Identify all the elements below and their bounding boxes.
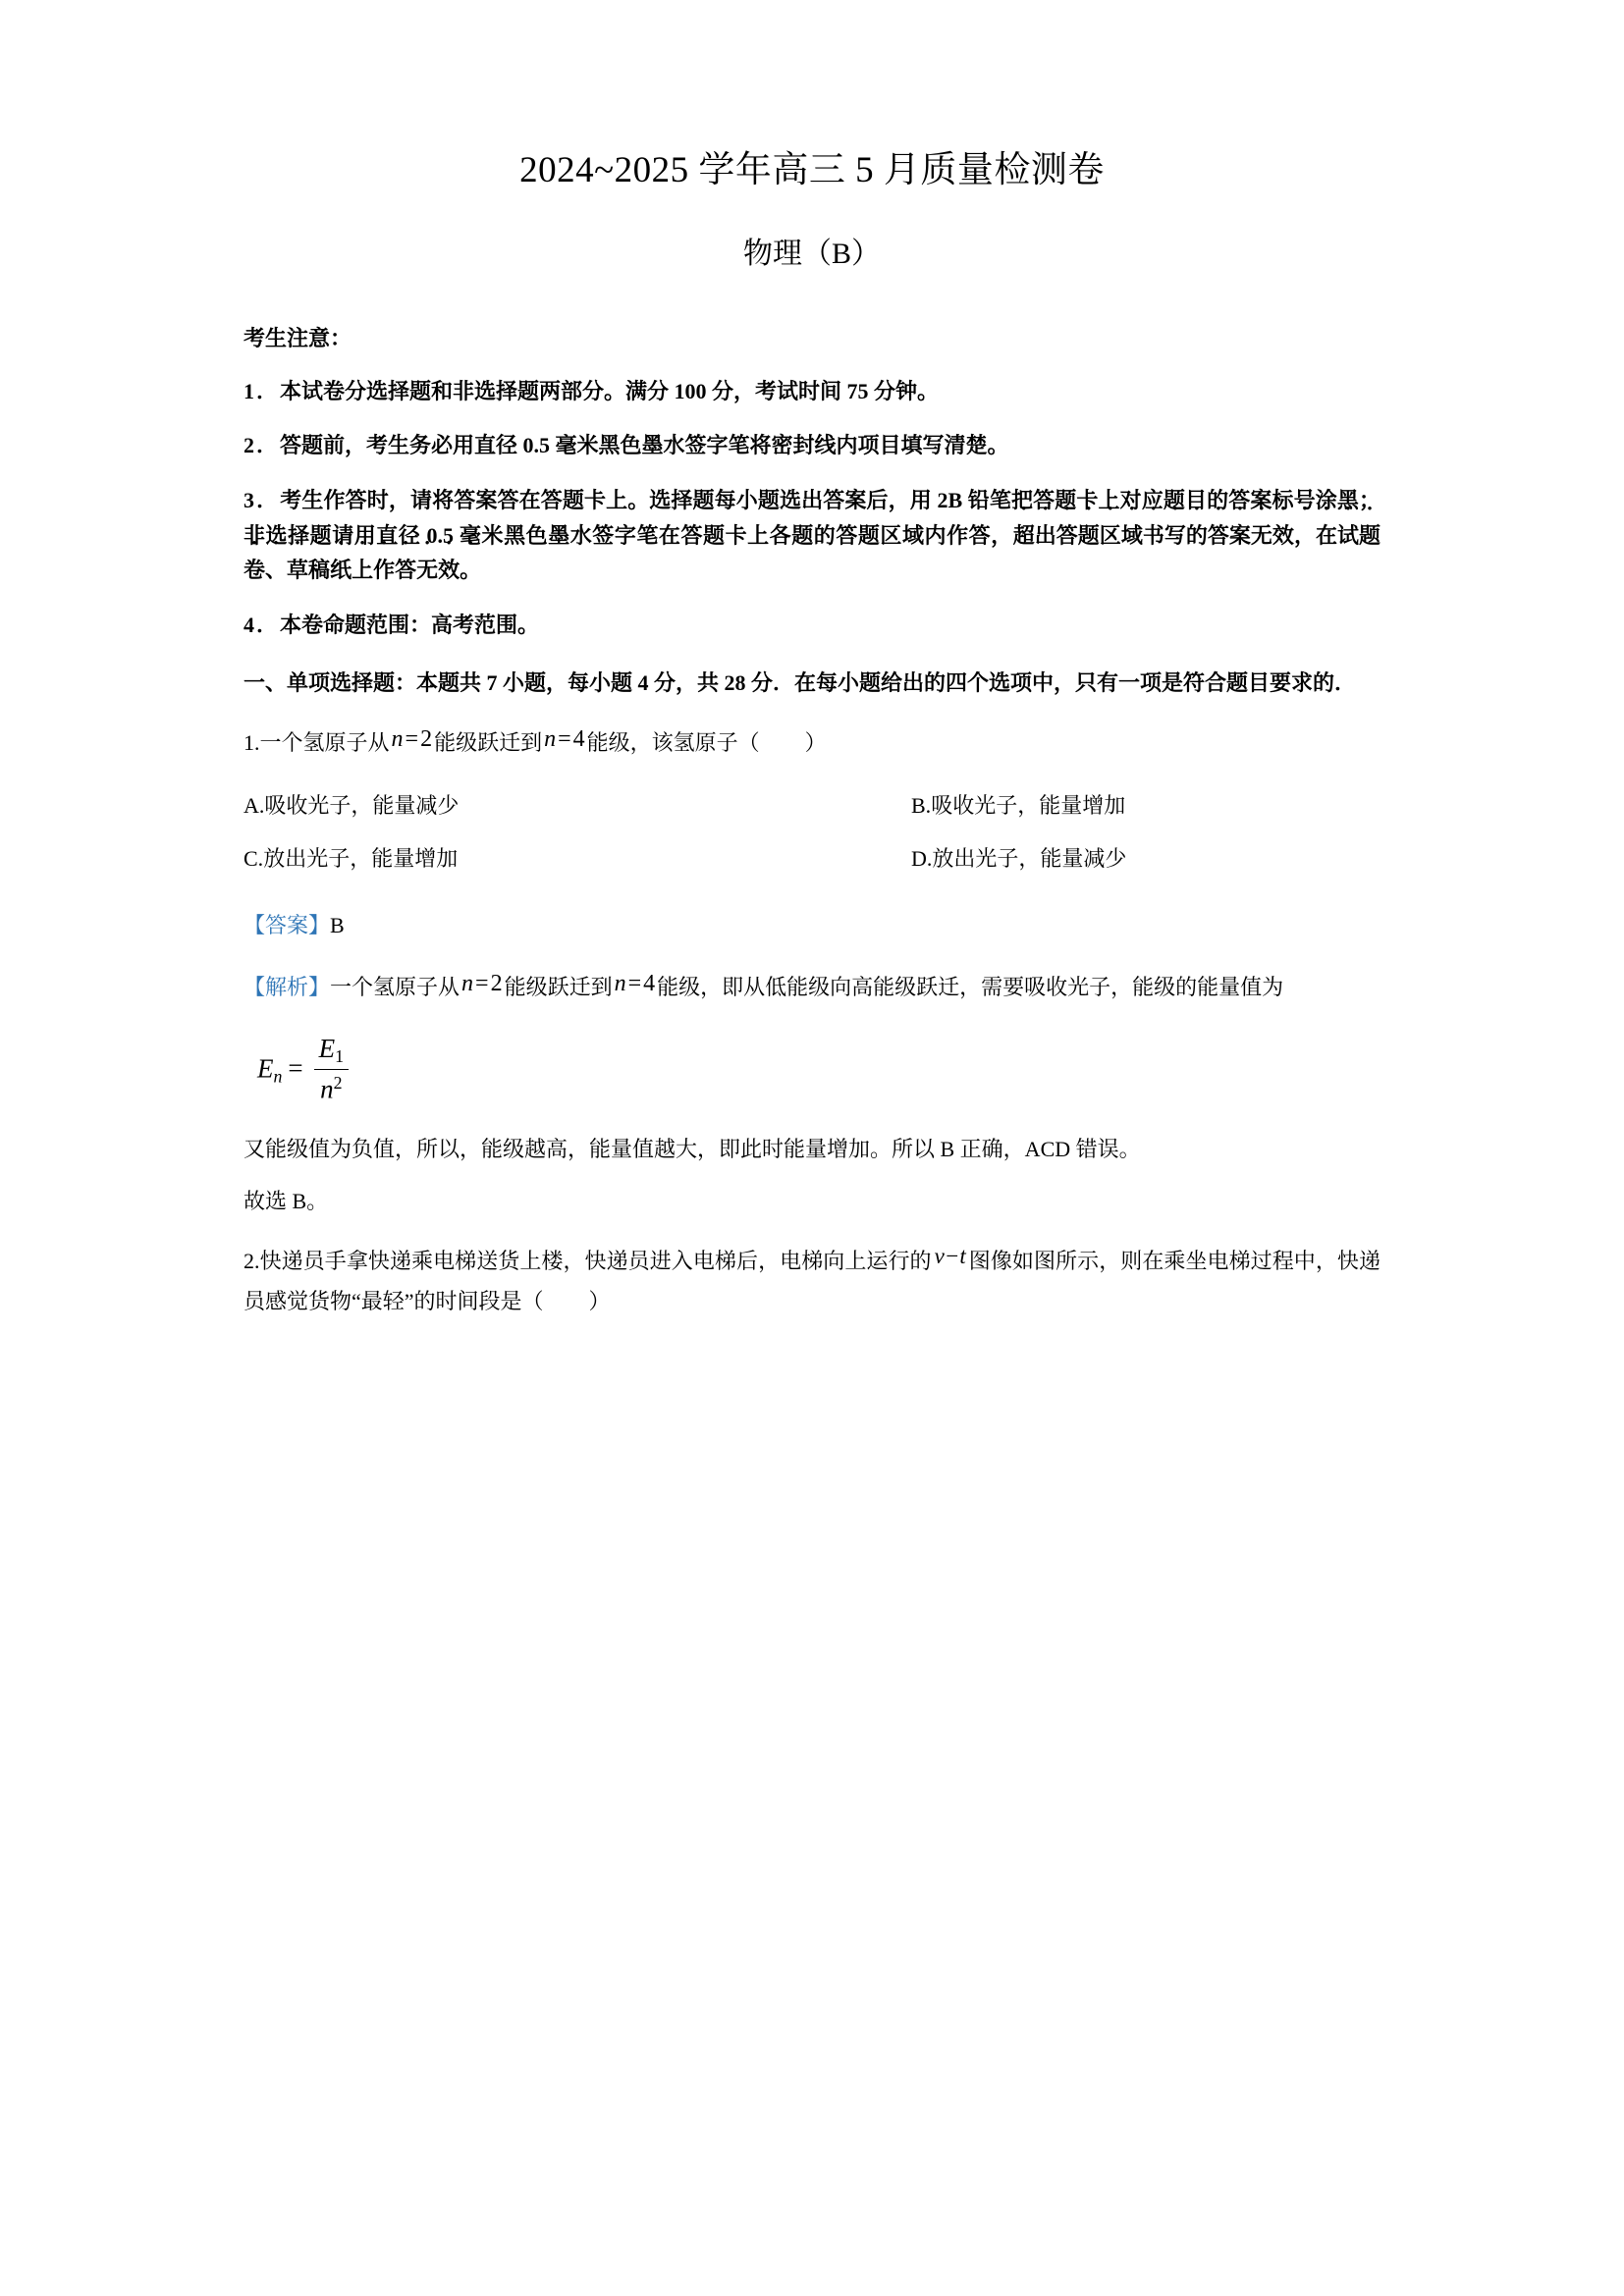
question-2-stem	[244, 1220, 1380, 1320]
answer-tag: 【答案】	[244, 913, 331, 938]
question-1-analysis-math-n2: n=2	[461, 971, 503, 997]
question-1-analysis	[244, 944, 1380, 1010]
question-1-analysis-math-n4: n=4	[614, 971, 656, 997]
notice-item-1	[244, 354, 1380, 409]
notice-item-4-text: 本卷命题范围：高考范围。	[280, 612, 540, 637]
question-1-math-n2: n=2	[391, 726, 433, 753]
question-2-stem-part3: ）	[588, 1289, 611, 1314]
question-1-option-b-label: B.	[911, 793, 932, 819]
page-title: 2024~2025 学年高三 5 月质量检测卷	[519, 150, 1105, 190]
formula-equals: =	[288, 1053, 303, 1084]
question-1-options	[244, 765, 1380, 880]
question-1-option-c-text: 放出光子，能量增加	[263, 846, 459, 872]
question-1-formula-energy-level	[244, 1010, 1380, 1116]
formula-lhs-var: E	[257, 1053, 274, 1084]
notice-item-2	[244, 408, 1380, 463]
question-1-option-c-label: C.	[244, 846, 264, 872]
analysis-tag: 【解析】	[244, 975, 331, 1000]
question-2-math-vt: v−t	[934, 1244, 966, 1269]
question-1-stem	[244, 701, 1380, 765]
notice-item-2-number: 2．	[244, 433, 281, 458]
notice-item-3-number: 3．	[244, 488, 281, 513]
question-1-option-b[interactable]	[911, 786, 1125, 825]
question-2-stem-part2: 图像如图所示，则在乘坐电梯过程中，快递员感觉货物“最轻”的时间段是（	[244, 1249, 1380, 1314]
formula-numerator: $E_1$	[314, 1034, 349, 1070]
question-1-answer	[244, 892, 1380, 944]
notice-item-1-number: 1．	[244, 378, 281, 403]
question-1-stem-part3: 能级，该氢原子（	[586, 730, 760, 756]
section-heading-single-choice: 一、单项选择题：本题共 7 小题，每小题 4 分，共 28 分．在每小题给出的四个选项中，只有一项是符合题目要求的．	[244, 669, 1357, 695]
question-2-number: 2.	[244, 1249, 260, 1274]
question-1-analysis-part1: 一个氢原子从	[330, 975, 460, 1000]
question-1-options-row-ab	[244, 786, 1380, 827]
page-subtitle: 物理（B）	[742, 237, 881, 270]
question-1-option-d-text: 放出光子，能量减少	[932, 846, 1127, 872]
notice-heading: 考生注意：	[244, 325, 352, 350]
page-content	[244, 0, 1380, 1321]
answer-value: B	[330, 913, 345, 938]
notice-item-1-text: 本试卷分选择题和非选择题两部分。满分 100 分，考试时间 75 分钟。	[280, 378, 940, 403]
question-1-math-n4: n=4	[544, 726, 585, 753]
question-1-analysis-part3: 能级，即从低能级向高能级跃迁，需要吸收光子，能级的能量值为	[657, 975, 1284, 1000]
notice-item-4-number: 4．	[244, 612, 281, 637]
question-1-number: 1.	[244, 730, 260, 756]
question-1-conclusion: 故选 B。	[244, 1189, 329, 1214]
question-1-stem-part1: 一个氢原子从	[259, 730, 390, 756]
question-1-analysis-part2: 能级跃迁到	[504, 975, 613, 1000]
question-1-option-d[interactable]	[911, 839, 1126, 878]
question-1-options-row-cd	[244, 839, 1380, 880]
question-1-stem-part2: 能级跃迁到	[434, 730, 543, 756]
notice-item-2-text: 答题前，考生务必用直径 0.5 毫米黑色墨水签字笔将密封线内项目填写清楚。	[280, 433, 1009, 458]
question-1-option-d-label: D.	[911, 846, 933, 872]
question-1-option-a-label: A.	[244, 793, 265, 819]
question-1-option-a-text: 吸收光子，能量减少	[264, 793, 460, 819]
question-1-option-b-text: 吸收光子，能量增加	[931, 793, 1126, 819]
notice-item-3-text: 考生作答时，请将答案答在答题卡上。选择题每小题选出答案后，用 2B 铅笔把答题卡上对应题目的答案标号涂黑；非选择题请用直径 0.5 毫米黑色墨水签字笔在答题卡上各题的答题区域内作答，	[244, 488, 1380, 548]
question-1-option-a[interactable]	[244, 786, 459, 825]
formula-denominator: $n^2$	[320, 1072, 343, 1104]
notice-item-4	[244, 588, 1380, 643]
notice-item-3	[244, 463, 1380, 588]
question-1-analysis-continued: 又能级值为负值，所以，能级越高，能量值越大，即此时能量增加。所以 B 正确，ACD 错误。	[244, 1137, 1141, 1162]
question-1-option-c[interactable]	[244, 839, 458, 878]
formula-fraction	[309, 1034, 353, 1104]
formula-lhs-sub: n	[273, 1066, 283, 1087]
notice-item-3-emphasized-text: 超出答题区域书写的答案无效• ，在试题卷• 、草稿纸上作答无效• 。	[244, 523, 1380, 583]
question-2-stem-part1: 快递员手拿快递乘电梯送货上楼，快递员进入电梯后，电梯向上运行的	[259, 1249, 932, 1274]
question-1-stem-part4: ）	[804, 730, 827, 756]
